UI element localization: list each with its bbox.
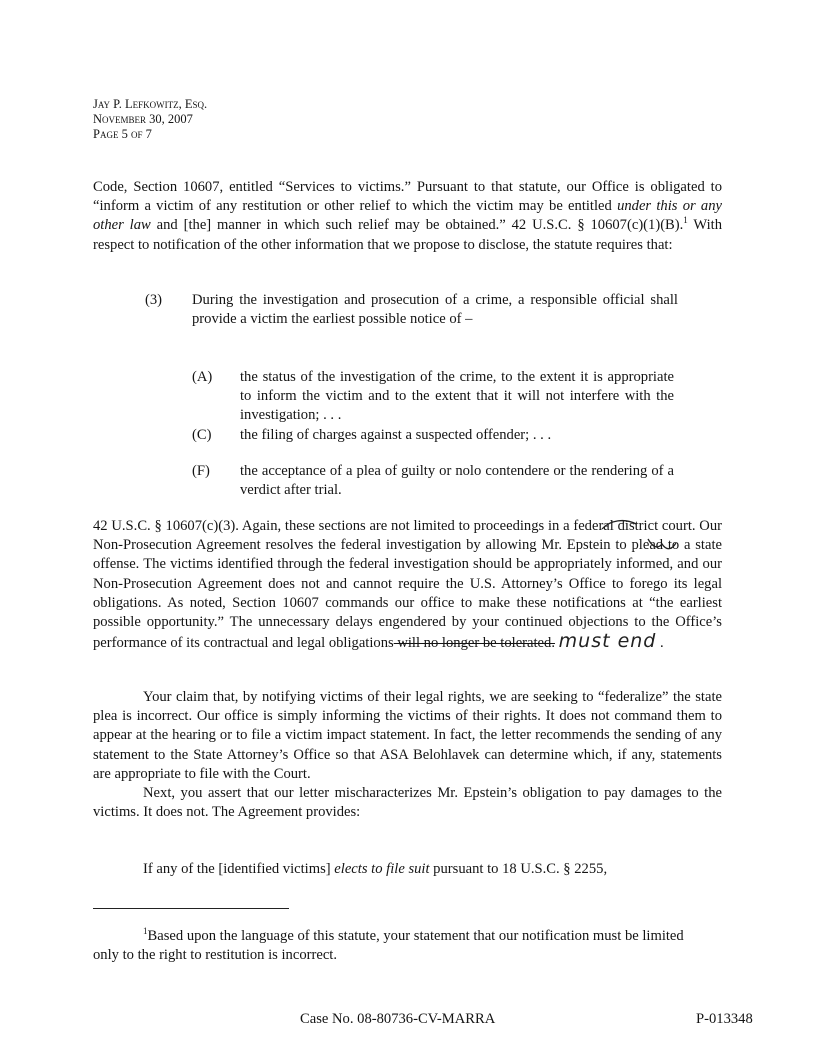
quote2-text-a: If any of the [identified victims]	[143, 861, 335, 877]
quote2-text-b: pursuant to 18 U.S.C. § 2255,	[429, 861, 608, 877]
quote2-italic: elects to file suit	[334, 861, 430, 877]
quote-item-number: (A)	[192, 369, 213, 385]
addressee-line: Jay P. Lefkowitz, Esq.	[93, 97, 208, 111]
agreement-quote	[143, 860, 723, 879]
case-number: Case No. 08-80736-CV-MARRA	[300, 1011, 496, 1027]
date-line: November 30, 2007	[93, 112, 193, 126]
quote-item-text: the status of the investigation of the crime, to the extent it is appropriate to inform the victim and to the extent that it will not interfere with the investigation; . . .	[240, 369, 674, 424]
quote-item-number: (F)	[192, 463, 210, 479]
para1-text-a: Code, Section 10607, entitled “Services to victims.” Pursuant to that statute, our Office is obligated to “inform a victim of any restitution or other relief to which the victim may be entitled	[93, 179, 722, 215]
page-number-line: Page 5 of 7	[93, 127, 152, 141]
quote-item-text: the filing of charges against a suspected offender; . . .	[240, 427, 552, 443]
footnote-number: 1	[143, 926, 148, 937]
footnote-reference: 1	[683, 215, 688, 226]
paragraph-notification-duty	[93, 517, 722, 653]
paragraph-statute-intro	[93, 178, 722, 255]
quote-item-text: the acceptance of a plea of guilty or nolo contendere or the rendering of a verdict after trial.	[240, 463, 674, 499]
para1-text-c: With respect to notification of the other information that we propose to disclose, the statute requires that:	[93, 217, 723, 253]
para3-text: Your claim that, by notifying victims of their legal rights, we are seeking to “federalize” the state plea is incorrect. Our office is simply informing the victims of their rights. It does not command them to appear at the hearing or to file a victim impact statement. In fact, the letter recommends the sending of any statement to the State Attorney’s Office so that ASA Belohlavek can determine which, if any, statements are appropriate to file with the Court.	[93, 689, 722, 782]
paragraph-federalize-claim	[93, 688, 722, 784]
para4-text: Next, you assert that our letter mischaracterizes Mr. Epstein’s obligation to pay damages to the victims. It does not. The Agreement provides:	[93, 785, 722, 821]
para2-text: 42 U.S.C. § 10607(c)(3). Again, these sections are not limited to proceedings in a federal district court. Our Non-Prosecution Agreement resolves the federal investigation by allowing Mr. Epstein to plead to a state offense. The victims identified through the federal investigation should be appropriately informed, and our Non-Prosecution Agreement does not and cannot require the U.S. Attorney’s Office to forego its legal obligations. As noted, Section 10607 commands our office to make these notifications at “the earliest possible opportunity.” The unnecessary delays engendered by your continued objections to the Office’s performance of its contractual and legal obligations	[93, 518, 722, 652]
footnote-divider	[93, 908, 289, 909]
handwritten-annotation: must end	[558, 630, 657, 653]
paragraph-damages	[93, 784, 722, 822]
quote-item-number: (C)	[192, 427, 212, 443]
footnote	[93, 927, 693, 965]
quote-main-number: (3)	[145, 292, 163, 308]
para1-text-b: and [the] manner in which such relief may be obtained.” 42 U.S.C. § 10607(c)(1)(B).	[150, 217, 684, 234]
struck-through-text: will no longer be tolerated.	[393, 635, 555, 652]
bates-number: P-013348	[696, 1011, 753, 1027]
para1-italic: under this or any other law	[93, 198, 722, 234]
footnote-text: Based upon the language of this statute, your statement that our notification must be limited only to the right to restitution is incorrect.	[93, 928, 684, 964]
letter-header	[93, 97, 207, 142]
para2-end: .	[656, 635, 664, 652]
quote-main-text: During the investigation and prosecution of a crime, a responsible official shall provide a victim the earliest possible notice of –	[192, 292, 678, 328]
